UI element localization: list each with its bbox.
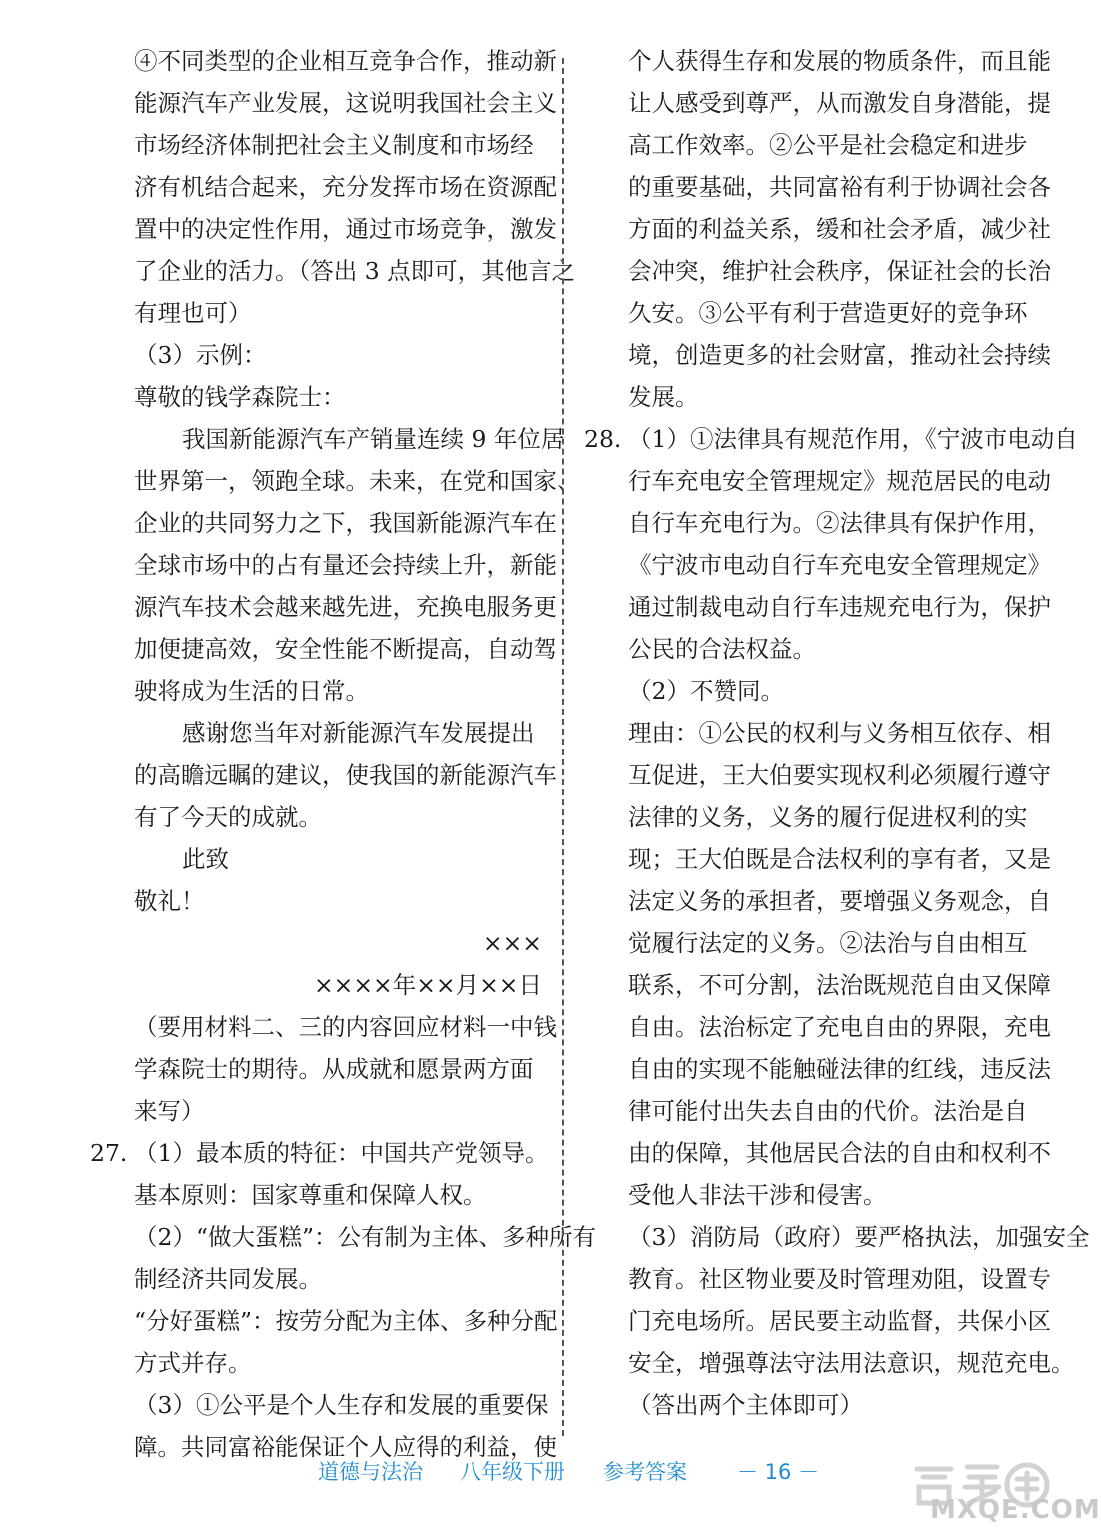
- text-line: [134, 1216, 596, 1258]
- line-text: 让人感受到尊严，从而激发自身潜能，提: [628, 89, 1051, 117]
- line-text: ×××: [482, 929, 542, 957]
- line-text: 来写）: [134, 1097, 205, 1125]
- text-line: [134, 1090, 542, 1132]
- line-text: 我国新能源汽车产销量连续 9 年位居: [182, 425, 565, 453]
- text-line: [628, 1090, 1034, 1132]
- text-line: [628, 1216, 1090, 1258]
- line-text: 感谢您当年对新能源汽车发展提出: [182, 719, 535, 747]
- line-text: 高工作效率。②公平是社会稳定和进步: [628, 131, 1028, 159]
- text-line: [628, 1048, 1051, 1090]
- text-line: [134, 1258, 542, 1300]
- line-text: （答出两个主体即可）: [628, 1391, 863, 1419]
- text-line: [628, 250, 1051, 292]
- text-line: [134, 880, 542, 922]
- text-line: [134, 964, 542, 1006]
- text-line: [628, 502, 1051, 544]
- line-text: 企业的共同努力之下，我国新能源汽车在: [134, 509, 557, 537]
- text-line: [628, 628, 1034, 670]
- line-text: 教育。社区物业要及时管理劝阻，设置专: [628, 1265, 1051, 1293]
- text-line: [628, 1174, 1034, 1216]
- line-text: 会冲突，维护社会秩序，保证社会的长治: [628, 257, 1051, 285]
- text-line: [134, 544, 557, 586]
- line-text: 有理也可）: [134, 299, 252, 327]
- column-divider: [562, 58, 564, 1436]
- text-line: [134, 250, 576, 292]
- line-text: 受他人非法干涉和侵害。: [628, 1181, 887, 1209]
- line-text: 置中的决定性作用，通过市场竞争，激发: [134, 215, 557, 243]
- line-text: 联系，不可分割，法治既规范自由又保障: [628, 971, 1051, 999]
- line-text: 世界第一，领跑全球。未来，在党和国家、: [134, 467, 581, 495]
- text-line: [134, 334, 542, 376]
- line-text: 能源汽车产业发展，这说明我国社会主义: [134, 89, 557, 117]
- text-line: [628, 712, 1051, 754]
- line-text: 觉履行法定的义务。②法治与自由相互: [628, 929, 1028, 957]
- text-line: [628, 1006, 1051, 1048]
- text-line: [134, 460, 581, 502]
- text-line: [134, 418, 565, 460]
- line-text: 源汽车技术会越来越先进，充换电服务更: [134, 593, 557, 621]
- text-line: [628, 964, 1051, 1006]
- line-text: 敬礼！: [134, 887, 205, 915]
- line-text: 安全，增强尊法守法用法意识，规范充电。: [628, 1349, 1075, 1377]
- text-line: [584, 418, 1078, 460]
- line-text: （2）不赞同。: [628, 677, 784, 705]
- text-line: [90, 1132, 549, 1174]
- line-text: 学森院士的期待。从成就和愿景两方面: [134, 1055, 534, 1083]
- footer-subject: 道德与法治: [318, 1460, 423, 1484]
- text-line: [134, 40, 557, 82]
- line-text: 自由的实现不能触碰法律的红线，违反法: [628, 1055, 1051, 1083]
- line-text: ④不同类型的企业相互竞争合作，推动新: [134, 47, 557, 75]
- text-line: [628, 1384, 1034, 1426]
- line-text: 方式并存。: [134, 1349, 252, 1377]
- line-text: 境，创造更多的社会财富，推动社会持续: [628, 341, 1051, 369]
- line-text: 律可能付出失去自由的代价。法治是自: [628, 1097, 1028, 1125]
- line-text: 的高瞻远瞩的建议，使我国的新能源汽车: [134, 761, 557, 789]
- line-text: 行车充电安全管理规定》规范居民的电动: [628, 467, 1051, 495]
- text-line: [134, 712, 542, 754]
- text-line: [628, 82, 1051, 124]
- text-line: [134, 922, 542, 964]
- text-line: [134, 1048, 542, 1090]
- text-line: [134, 796, 542, 838]
- line-text: （3）①公平是个人生存和发展的重要保: [134, 1391, 549, 1419]
- question-number: 28.: [584, 425, 622, 453]
- text-line: [134, 124, 542, 166]
- line-text: 自由。法治标定了充电自由的界限，充电: [628, 1013, 1051, 1041]
- line-text: 障。共同富裕能保证个人应得的利益，使: [134, 1433, 557, 1461]
- line-text: 加便捷高效，安全性能不断提高，自动驾: [134, 635, 557, 663]
- line-text: 法定义务的承担者，要增强义务观念，自: [628, 887, 1051, 915]
- line-text: 市场经济体制把社会主义制度和市场经: [134, 131, 534, 159]
- text-line: [628, 166, 1051, 208]
- footer-page-number: － 16 －: [737, 1460, 820, 1484]
- line-text: 《宁波市电动自行车充电安全管理规定》: [628, 551, 1051, 579]
- line-text: 公民的合法权益。: [628, 635, 816, 663]
- text-line: [134, 82, 557, 124]
- line-text: 门充电场所。居民要主动监督，共保小区: [628, 1307, 1051, 1335]
- line-text: 基本原则：国家尊重和保障人权。: [134, 1181, 487, 1209]
- line-text: 有了今天的成就。: [134, 803, 322, 831]
- text-line: [134, 292, 542, 334]
- text-line: [628, 1300, 1051, 1342]
- line-text: 的重要基础，共同富裕有利于协调社会各: [628, 173, 1051, 201]
- footer-grade: 八年级下册: [460, 1460, 565, 1484]
- line-text: “分好蛋糕”：按劳分配为主体、多种分配: [134, 1307, 558, 1335]
- text-line: [134, 670, 542, 712]
- watermark-text: MXQE.COM: [930, 1495, 1101, 1525]
- text-line: [628, 586, 1051, 628]
- line-text: 驶将成为生活的日常。: [134, 677, 369, 705]
- text-line: [628, 796, 1034, 838]
- text-line: [134, 1174, 542, 1216]
- line-text: 久安。③公平有利于营造更好的竞争环: [628, 299, 1028, 327]
- line-text: 方面的利益关系，缓和社会矛盾，减少社: [628, 215, 1051, 243]
- text-line: [628, 544, 1051, 586]
- line-text: （2）“做大蛋糕”：公有制为主体、多种所有: [134, 1223, 596, 1251]
- line-text: 全球市场中的占有量还会持续上升，新能: [134, 551, 557, 579]
- text-line: [628, 292, 1034, 334]
- line-text: 了企业的活力。（答出 3 点即可，其他言之: [134, 257, 576, 285]
- line-text: 现；王大伯既是合法权利的享有者，又是: [628, 845, 1051, 873]
- line-text: （3）消防局（政府）要严格执法，加强安全: [628, 1223, 1090, 1251]
- text-line: [134, 502, 557, 544]
- text-line: [628, 460, 1051, 502]
- text-line: [134, 586, 557, 628]
- text-line: [134, 628, 557, 670]
- text-line: [628, 1258, 1051, 1300]
- text-line: [628, 838, 1051, 880]
- text-line: [134, 1342, 542, 1384]
- line-text: 此致: [182, 845, 229, 873]
- line-text: 由的保障，其他居民合法的自由和权利不: [628, 1139, 1051, 1167]
- text-line: [628, 208, 1051, 250]
- line-text: 个人获得生存和发展的物质条件，而且能: [628, 47, 1051, 75]
- line-text: 尊敬的钱学森院士：: [134, 383, 346, 411]
- text-line: [628, 40, 1051, 82]
- line-text: 理由：①公民的权利与义务相互依存、相: [628, 719, 1051, 747]
- line-text: 自行车充电行为。②法律具有保护作用，: [628, 509, 1051, 537]
- text-line: [628, 124, 1034, 166]
- line-text: 通过制裁电动自行车违规充电行为，保护: [628, 593, 1051, 621]
- text-line: [134, 208, 557, 250]
- line-text: 互促进，王大伯要实现权利必须履行遵守: [628, 761, 1051, 789]
- text-line: [628, 1132, 1051, 1174]
- text-line: [134, 376, 542, 418]
- line-text: （1）①法律具有规范作用，《宁波市电动自: [628, 425, 1078, 453]
- line-text: 济有机结合起来，充分发挥市场在资源配: [134, 173, 557, 201]
- text-line: [134, 754, 557, 796]
- text-line: [134, 838, 542, 880]
- text-line: [628, 334, 1051, 376]
- line-text: （要用材料二、三的内容回应材料一中钱: [134, 1013, 557, 1041]
- text-line: [628, 670, 1034, 712]
- line-text: （3）示例：: [134, 341, 267, 369]
- question-number: 27.: [90, 1139, 128, 1167]
- right-column: [584, 40, 1090, 1426]
- text-line: [134, 166, 557, 208]
- line-text: 法律的义务，义务的履行促进权利的实: [628, 803, 1028, 831]
- line-text: 发展。: [628, 383, 699, 411]
- text-line: [628, 376, 1034, 418]
- text-line: [628, 754, 1051, 796]
- left-column: [90, 40, 596, 1468]
- text-line: [628, 1342, 1075, 1384]
- text-line: [134, 1006, 557, 1048]
- text-line: [134, 1300, 558, 1342]
- text-line: [134, 1384, 549, 1426]
- text-line: [628, 922, 1034, 964]
- text-line: [628, 880, 1051, 922]
- line-text: ××××年××月××日: [313, 971, 542, 999]
- line-text: 制经济共同发展。: [134, 1265, 322, 1293]
- line-text: （1）最本质的特征：中国共产党领导。: [134, 1139, 549, 1167]
- footer-section: 参考答案: [603, 1460, 687, 1484]
